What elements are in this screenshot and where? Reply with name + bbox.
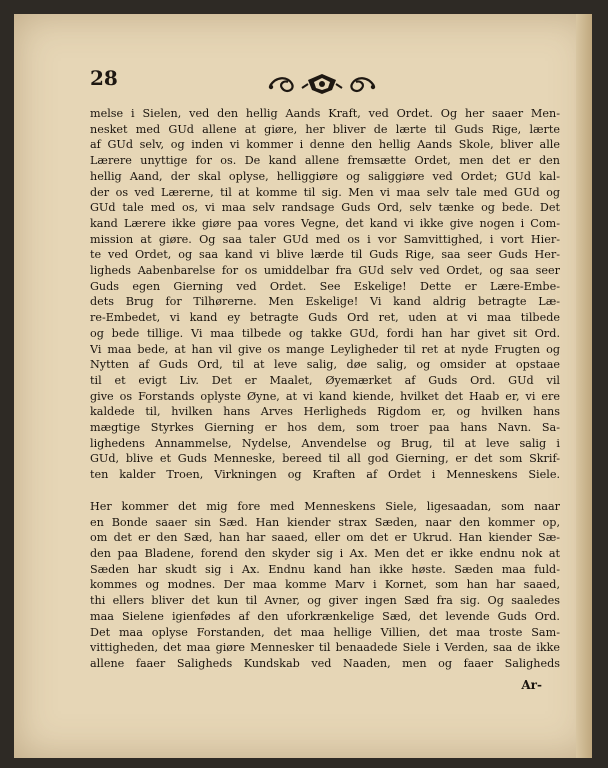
text-line: kommes og modnes. Der maa komme Marv i Kornet, som han har saaed, [90,578,560,592]
text-line: Lærere unyttige for os. De kand allene fremsætte Ordet, men det er den [90,154,560,168]
text-line: Sæden har skudt sig i Ax. Endnu kand han ikke høste. Sæden maa fuld- [90,562,560,576]
text-line: til et evigt Liv. Det er Maalet, Øyemærket af Guds Ord. GUd vil [90,373,560,387]
text-line: kaldede til, hvilken hans Arves Herligheds Rigdom er, og hvilken hans [90,405,560,419]
text-line: en Bonde saaer sin Sæd. Han kiender strax Sæden, naar den kommer op, [90,515,560,529]
text-line: ligheds Aabenbarelse for os umiddelbar fra GUd selv ved Ordet, og saa seer [90,264,560,278]
text-line: Det maa oplyse Forstanden, det maa hellige Villien, det maa troste Sam- [90,625,560,639]
paragraph [90,499,560,672]
text-line: Guds egen Gierning ved Ordet. See Eskelige! Dette er Lære-Embe- [90,279,560,293]
text-line: og bede tillige. Vi maa tilbede og takke GUd, fordi han har givet sit Ord. [90,326,560,340]
text-line: mission at giøre. Og saa taler GUd med os i vor Samvittighed, i vort Hier- [90,232,560,246]
text-line: lighedens Annammelse, Nydelse, Anvendelse og Brug, til at leve salig i [90,436,560,450]
text-line: den paa Bladene, forend den skyder sig i Ax. Men det er ikke endnu nok at [90,546,560,560]
paragraph [90,106,560,483]
printers-ornament [262,70,382,98]
text-line: maa Sielene igienfødes af den uforkrænkelige Sæd, det levende Guds Ord. [90,609,560,623]
body-text [90,106,560,672]
text-line: dets Brug for Tilhørerne. Men Eskelige! Vi kand aldrig betragte Læ- [90,295,560,309]
text-line: re-Embedet, vi kand ey betragte Guds Ord ret, uden at vi maa tilbede [90,311,560,325]
text-line: GUd tale med os, vi maa selv randsage Guds Ord, selv tænke og bede. Det [90,201,560,215]
text-line: nesket med GUd allene at giøre, her bliver de lærte til Guds Rige, lærte [90,122,560,136]
page-spine [576,14,592,758]
text-line: af GUd selv, og inden vi kommer i denne den hellig Aands Skole, bliver alle [90,138,560,152]
text-line: Vi maa bede, at han vil give os mange Leyligheder til ret at nyde Frugten og [90,342,560,356]
text-line: give os Forstands oplyste Øyne, at vi kand kiende, hvilket det Haab er, vi ere [90,389,560,403]
page-number: 28 [90,66,118,90]
text-line: allene faaer Saligheds Kundskab ved Naaden, men og faaer Saligheds [90,656,560,670]
text-line: vittigheden, det maa giøre Mennesker til benaadede Siele i Verden, saa de ikke [90,641,560,655]
text-line: om det er den Sæd, han har saaed, eller om det er Ukrud. Han kiender Sæ- [90,531,560,545]
text-line: hellig Aand, der skal oplyse, helliggiøre og saliggiøre ved Ordet; GUd kal- [90,169,560,183]
text-line: Her kommer det mig fore med Menneskens Siele, ligesaadan, som naar [90,499,560,513]
paragraph-gap [90,483,560,499]
text-line: melse i Sielen, ved den hellig Aands Kraft, ved Ordet. Og her saaer Men- [90,107,560,120]
text-line: Nytten af Guds Ord, til at leve salig, døe salig, og omsider at opstaae [90,358,560,372]
text-line: GUd, blive et Guds Menneske, bereed til all god Gierning, er det som Skrif- [90,452,560,466]
book-page [14,14,592,758]
text-line: thi ellers bliver det kun til Avner, og giver ingen Sæd fra sig. Og saaledes [90,594,560,608]
text-line: ten kalder Troen, Virkningen og Kraften af Ordet i Menneskens Siele. [90,468,560,482]
text-line: der os ved Lærerne, til at komme til sig. Men vi maa selv tale med GUd og [90,185,560,199]
text-line: kand Lærere ikke giøre paa vores Vegne, det kand vi ikke give nogen i Com- [90,216,560,230]
text-line: mægtige Styrkes Gierning er hos dem, som troer paa hans Navn. Sa- [90,421,560,435]
text-line: te ved Ordet, og saa kand vi blive lærde til Guds Rige, saa seer Guds Her- [90,248,560,262]
catchword: Ar- [521,678,542,692]
